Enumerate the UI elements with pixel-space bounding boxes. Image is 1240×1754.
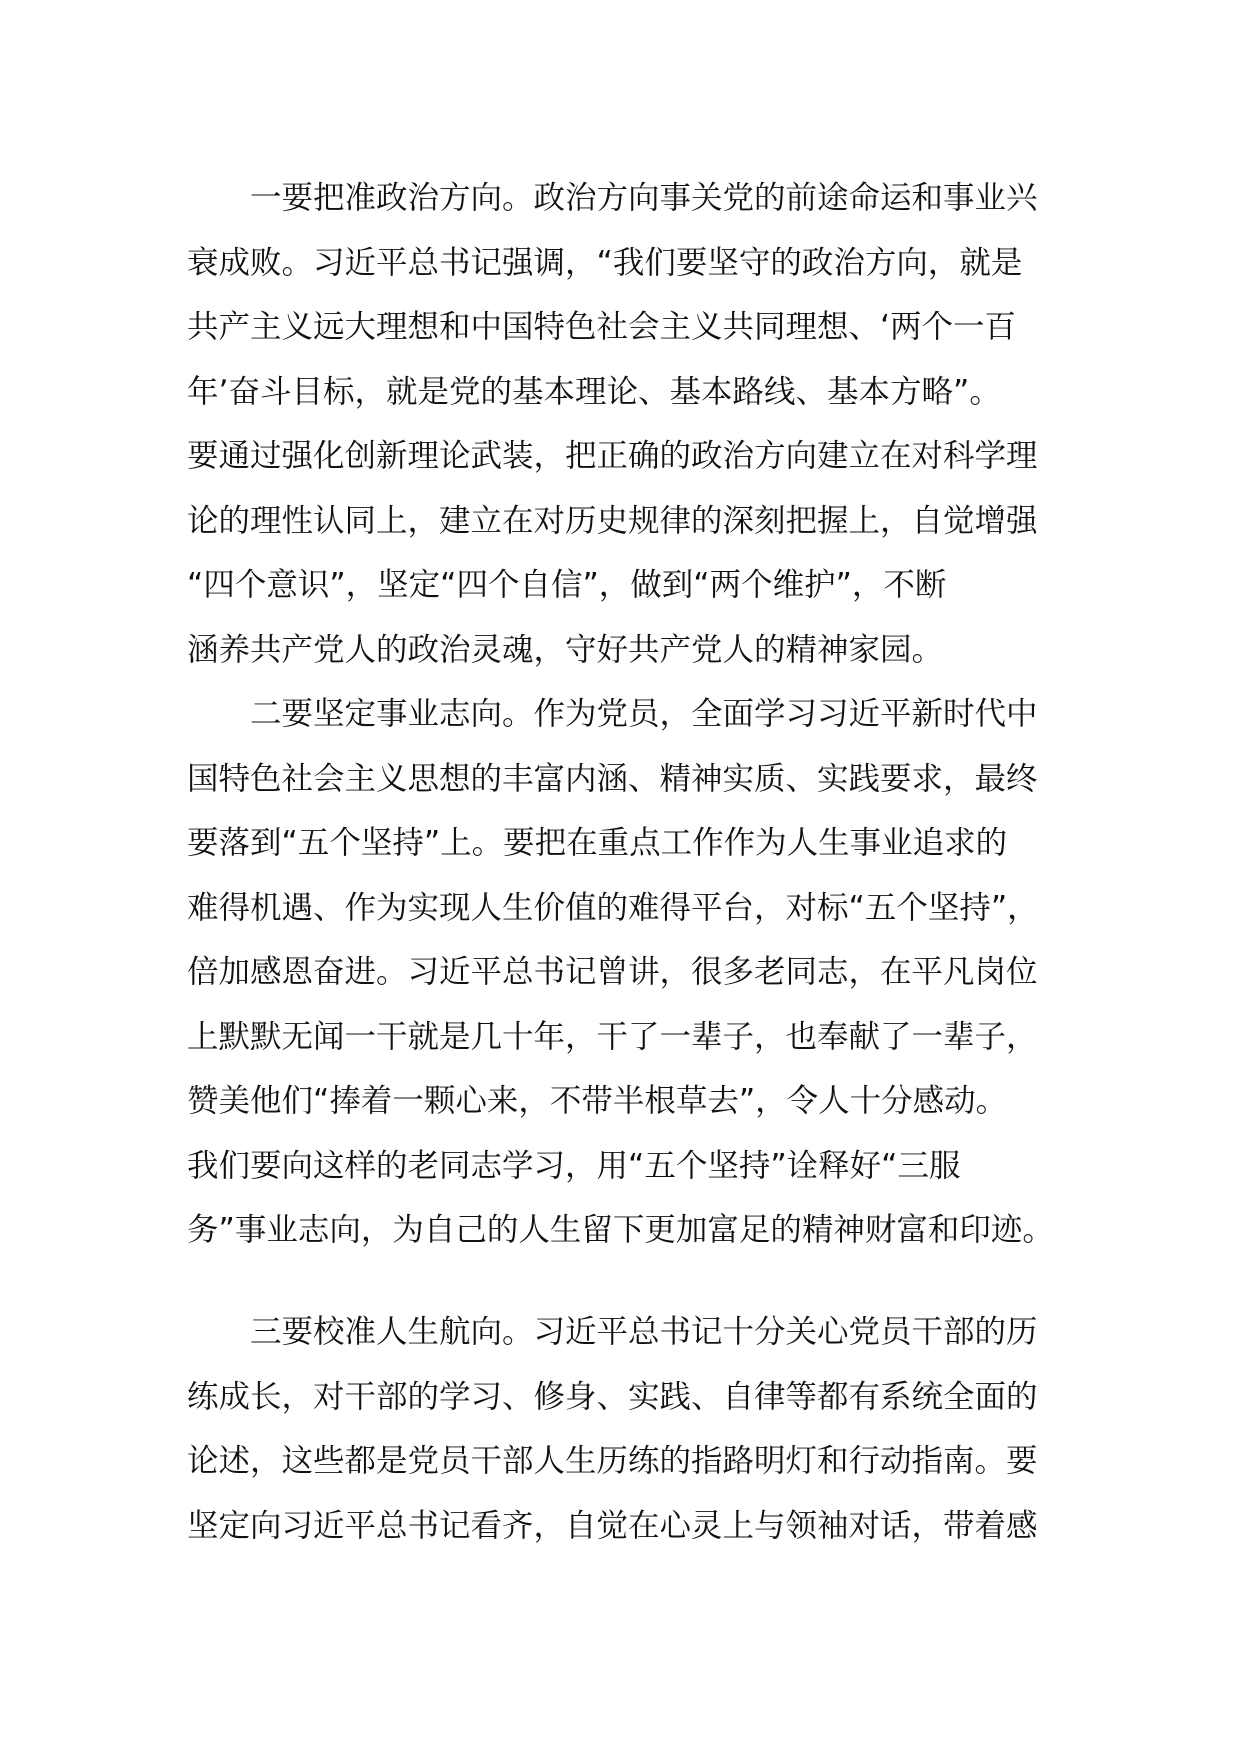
- text-line: 倍加感恩奋进。习近平总书记曾讲，很多老同志，在平凡岗位: [187, 954, 1038, 990]
- text-line: 论述，这些都是党员干部人生历练的指路明灯和行动指南。要: [187, 1443, 1038, 1479]
- text-line: 三要校准人生航向。习近平总书记十分关心党员干部的历: [187, 1314, 1038, 1350]
- text-line: 衰成败。习近平总书记强调，“我们要坚守的政治方向，就是: [187, 244, 1023, 281]
- paragraph-life-course: [187, 1300, 1067, 1558]
- text-line: 赞美他们“捧着一颗心来，不带半根草去”，令人十分感动。: [187, 1083, 1008, 1119]
- text-line: 务”事业志向，为自己的人生留下更加富足的精神财富和印迹。: [187, 1212, 1054, 1248]
- text-line: 涵养共产党人的政治灵魂，守好共产党人的精神家园。: [187, 631, 944, 668]
- text-line: 一要把准政治方向。政治方向事关党的前途命运和事业兴: [187, 180, 1038, 216]
- text-line: 要落到“五个坚持”上。要把在重点工作作为人生事业追求的: [187, 825, 1008, 861]
- text-line: 要通过强化创新理论武装，把正确的政治方向建立在对科学理: [187, 438, 1038, 474]
- paragraph-political-direction: [187, 166, 1067, 682]
- text-line: 难得机遇、作为实现人生价值的难得平台，对标“五个坚持”，: [187, 889, 1039, 926]
- paragraph-career-ambition: [187, 682, 1067, 1263]
- text-line: 年’奋斗目标，就是党的基本理论、基本路线、基本方略”。: [187, 373, 1001, 410]
- text-line: 共产主义远大理想和中国特色社会主义共同理想、‘两个一百: [187, 309, 1017, 345]
- text-line: 坚定向习近平总书记看齐，自觉在心灵上与领袖对话，带着感: [187, 1507, 1038, 1544]
- text-line: 国特色社会主义思想的丰富内涵、精神实质、实践要求，最终: [187, 760, 1038, 797]
- text-line: 二要坚定事业志向。作为党员，全面学习习近平新时代中: [187, 696, 1038, 732]
- text-line: 我们要向这样的老同志学习，用“五个坚持”诠释好“三服: [187, 1147, 961, 1184]
- text-line: “四个意识”，坚定“四个自信”，做到“两个维护”，不断: [187, 567, 947, 603]
- text-line: 论的理性认同上，建立在对历史规律的深刻把握上，自觉增强: [187, 502, 1038, 539]
- text-line: 练成长，对干部的学习、修身、实践、自律等都有系统全面的: [187, 1378, 1038, 1415]
- text-line: 上默默无闻一干就是几十年，干了一辈子，也奉献了一辈子，: [187, 1018, 1038, 1055]
